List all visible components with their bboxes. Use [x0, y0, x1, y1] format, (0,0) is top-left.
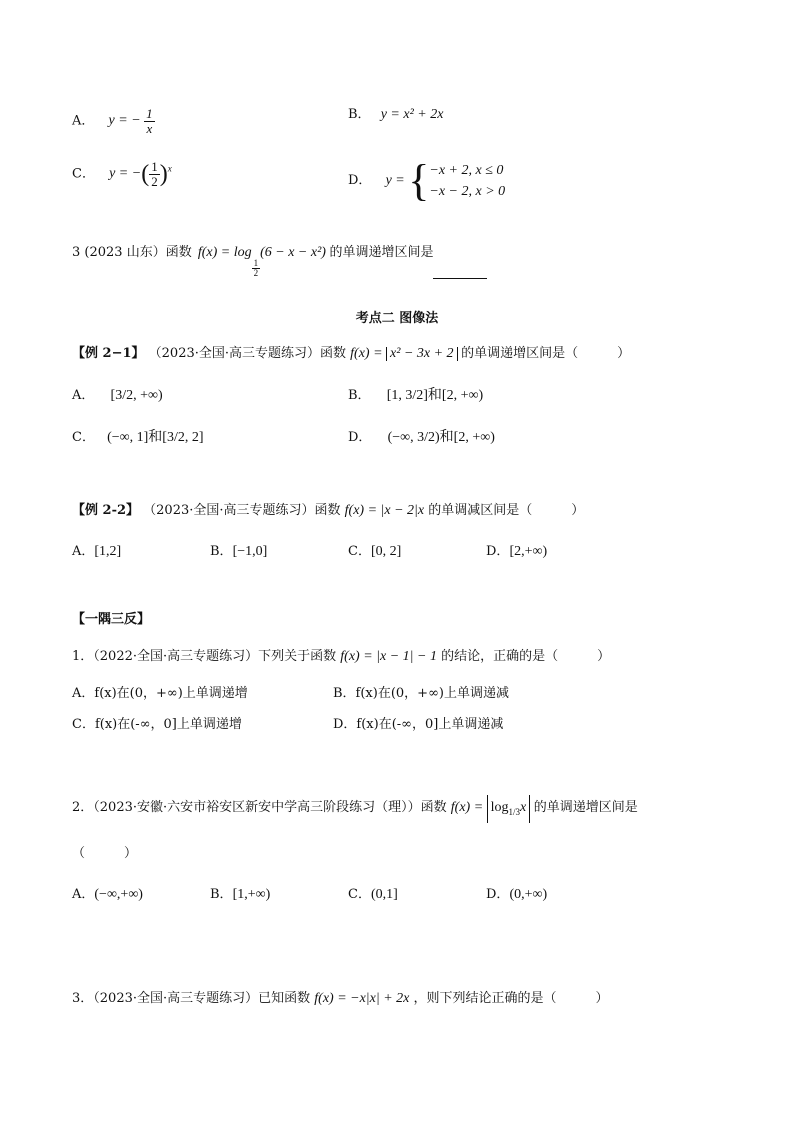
- option-d-expr: y = { −x + 2, x ≤ 0 −x − 2, x > 0: [385, 156, 506, 205]
- option-a: [72, 107, 155, 135]
- option-label: C．: [72, 166, 95, 182]
- fraction: $\frac{1}{x}$: [146, 106, 153, 136]
- practice-1-stem: 1．（2022·全国·高三专题练习）下列关于函数 f(x) = |x − 1| − 1 的结论，正确的是（ ）: [72, 649, 611, 664]
- practice-2-stem: 2．（2023·安徽·六安市裕安区新安中学高三阶段练习（理））函数 $f(x) = \log_{1/3}x$ 的单调递增区间是: [72, 795, 638, 823]
- ex21-option-c: C． (−∞, 1]和[3/2, 2]: [72, 430, 204, 445]
- ex22-option-b: B．[−1,0]: [210, 544, 268, 559]
- fraction: $\frac{1}{2}$: [151, 159, 158, 189]
- option-c: [72, 160, 172, 188]
- practice-title: 【一隅三反】: [72, 612, 151, 627]
- practice-3-stem: 3．（2023·全国·高三专题练习）已知函数 f(x) = −x|x| + 2x ，则下列结论正确的是（ ）: [72, 991, 609, 1006]
- p2-option-c: C．(0,1]: [348, 887, 398, 902]
- example-2-1-stem: 【例 2−1】 （2023·全国·高三专题练习）函数 f(x) = x² − 3x + 2 的单调递增区间是（ ）: [72, 346, 631, 361]
- option-a-expr: y = − $\frac{1}{x}$: [108, 106, 153, 136]
- log-base: $\frac{1}{2}$: [253, 258, 259, 279]
- ex22-option-c: C．[0, 2]: [348, 544, 402, 559]
- p2-option-b: B．[1,+∞): [210, 887, 271, 902]
- example-2-2-stem: 【例 2-2】 （2023·全国·高三专题练习）函数 f(x) = |x − 2|x 的单调减区间是（ ）: [72, 503, 585, 518]
- option-b-expr: y = x² + 2x: [380, 107, 444, 122]
- p2-option-d: D．(0,+∞): [486, 887, 548, 902]
- option-label: A．: [72, 113, 95, 129]
- p2-paren: （ ）: [72, 846, 138, 861]
- option-label: D．: [348, 173, 372, 189]
- section-title: 考点二 图像法: [355, 311, 439, 326]
- q3-expr: f(x) = log $\frac{1}{2}$ (6 − x − x²): [197, 245, 326, 279]
- ex21-option-a: A． [3/2, +∞): [72, 388, 163, 403]
- option-c-expr: y = −( $\frac{1}{2}$ )$^x$: [109, 159, 172, 189]
- ex22-option-a: A．[1,2]: [72, 544, 122, 559]
- question-3-top: 3 (2023 山东）函数 f(x) = log $\frac{1}{2}$ (6 − x − x²) 的单调递增区间是: [72, 246, 487, 279]
- ex21-option-d: D． (−∞, 3/2)和[2, +∞): [348, 430, 495, 445]
- p1-option-a: A．f(x)在(0，+∞)上单调递增: [72, 686, 248, 701]
- p1-option-c: C．f(x)在(-∞，0]上单调递增: [72, 717, 242, 732]
- p1-option-b: B．f(x)在(0，+∞)上单调递减: [333, 686, 509, 701]
- ex21-expr: f(x) = x² − 3x + 2: [350, 346, 461, 361]
- p1-option-d: D．f(x)在(-∞，0]上单调递减: [333, 717, 504, 732]
- ex22-option-d: D．[2,+∞): [486, 544, 548, 559]
- answer-blank[interactable]: [433, 266, 487, 279]
- ex21-option-b: B． [1, 3/2]和[2, +∞): [348, 388, 484, 403]
- example-tag: 【例 2−1】: [72, 346, 145, 361]
- option-d: [348, 156, 506, 205]
- example-tag: 【例 2-2】: [72, 503, 140, 518]
- option-b: [348, 108, 443, 122]
- option-label: B．: [348, 107, 371, 122]
- p2-option-a: A．(−∞,+∞): [72, 887, 143, 902]
